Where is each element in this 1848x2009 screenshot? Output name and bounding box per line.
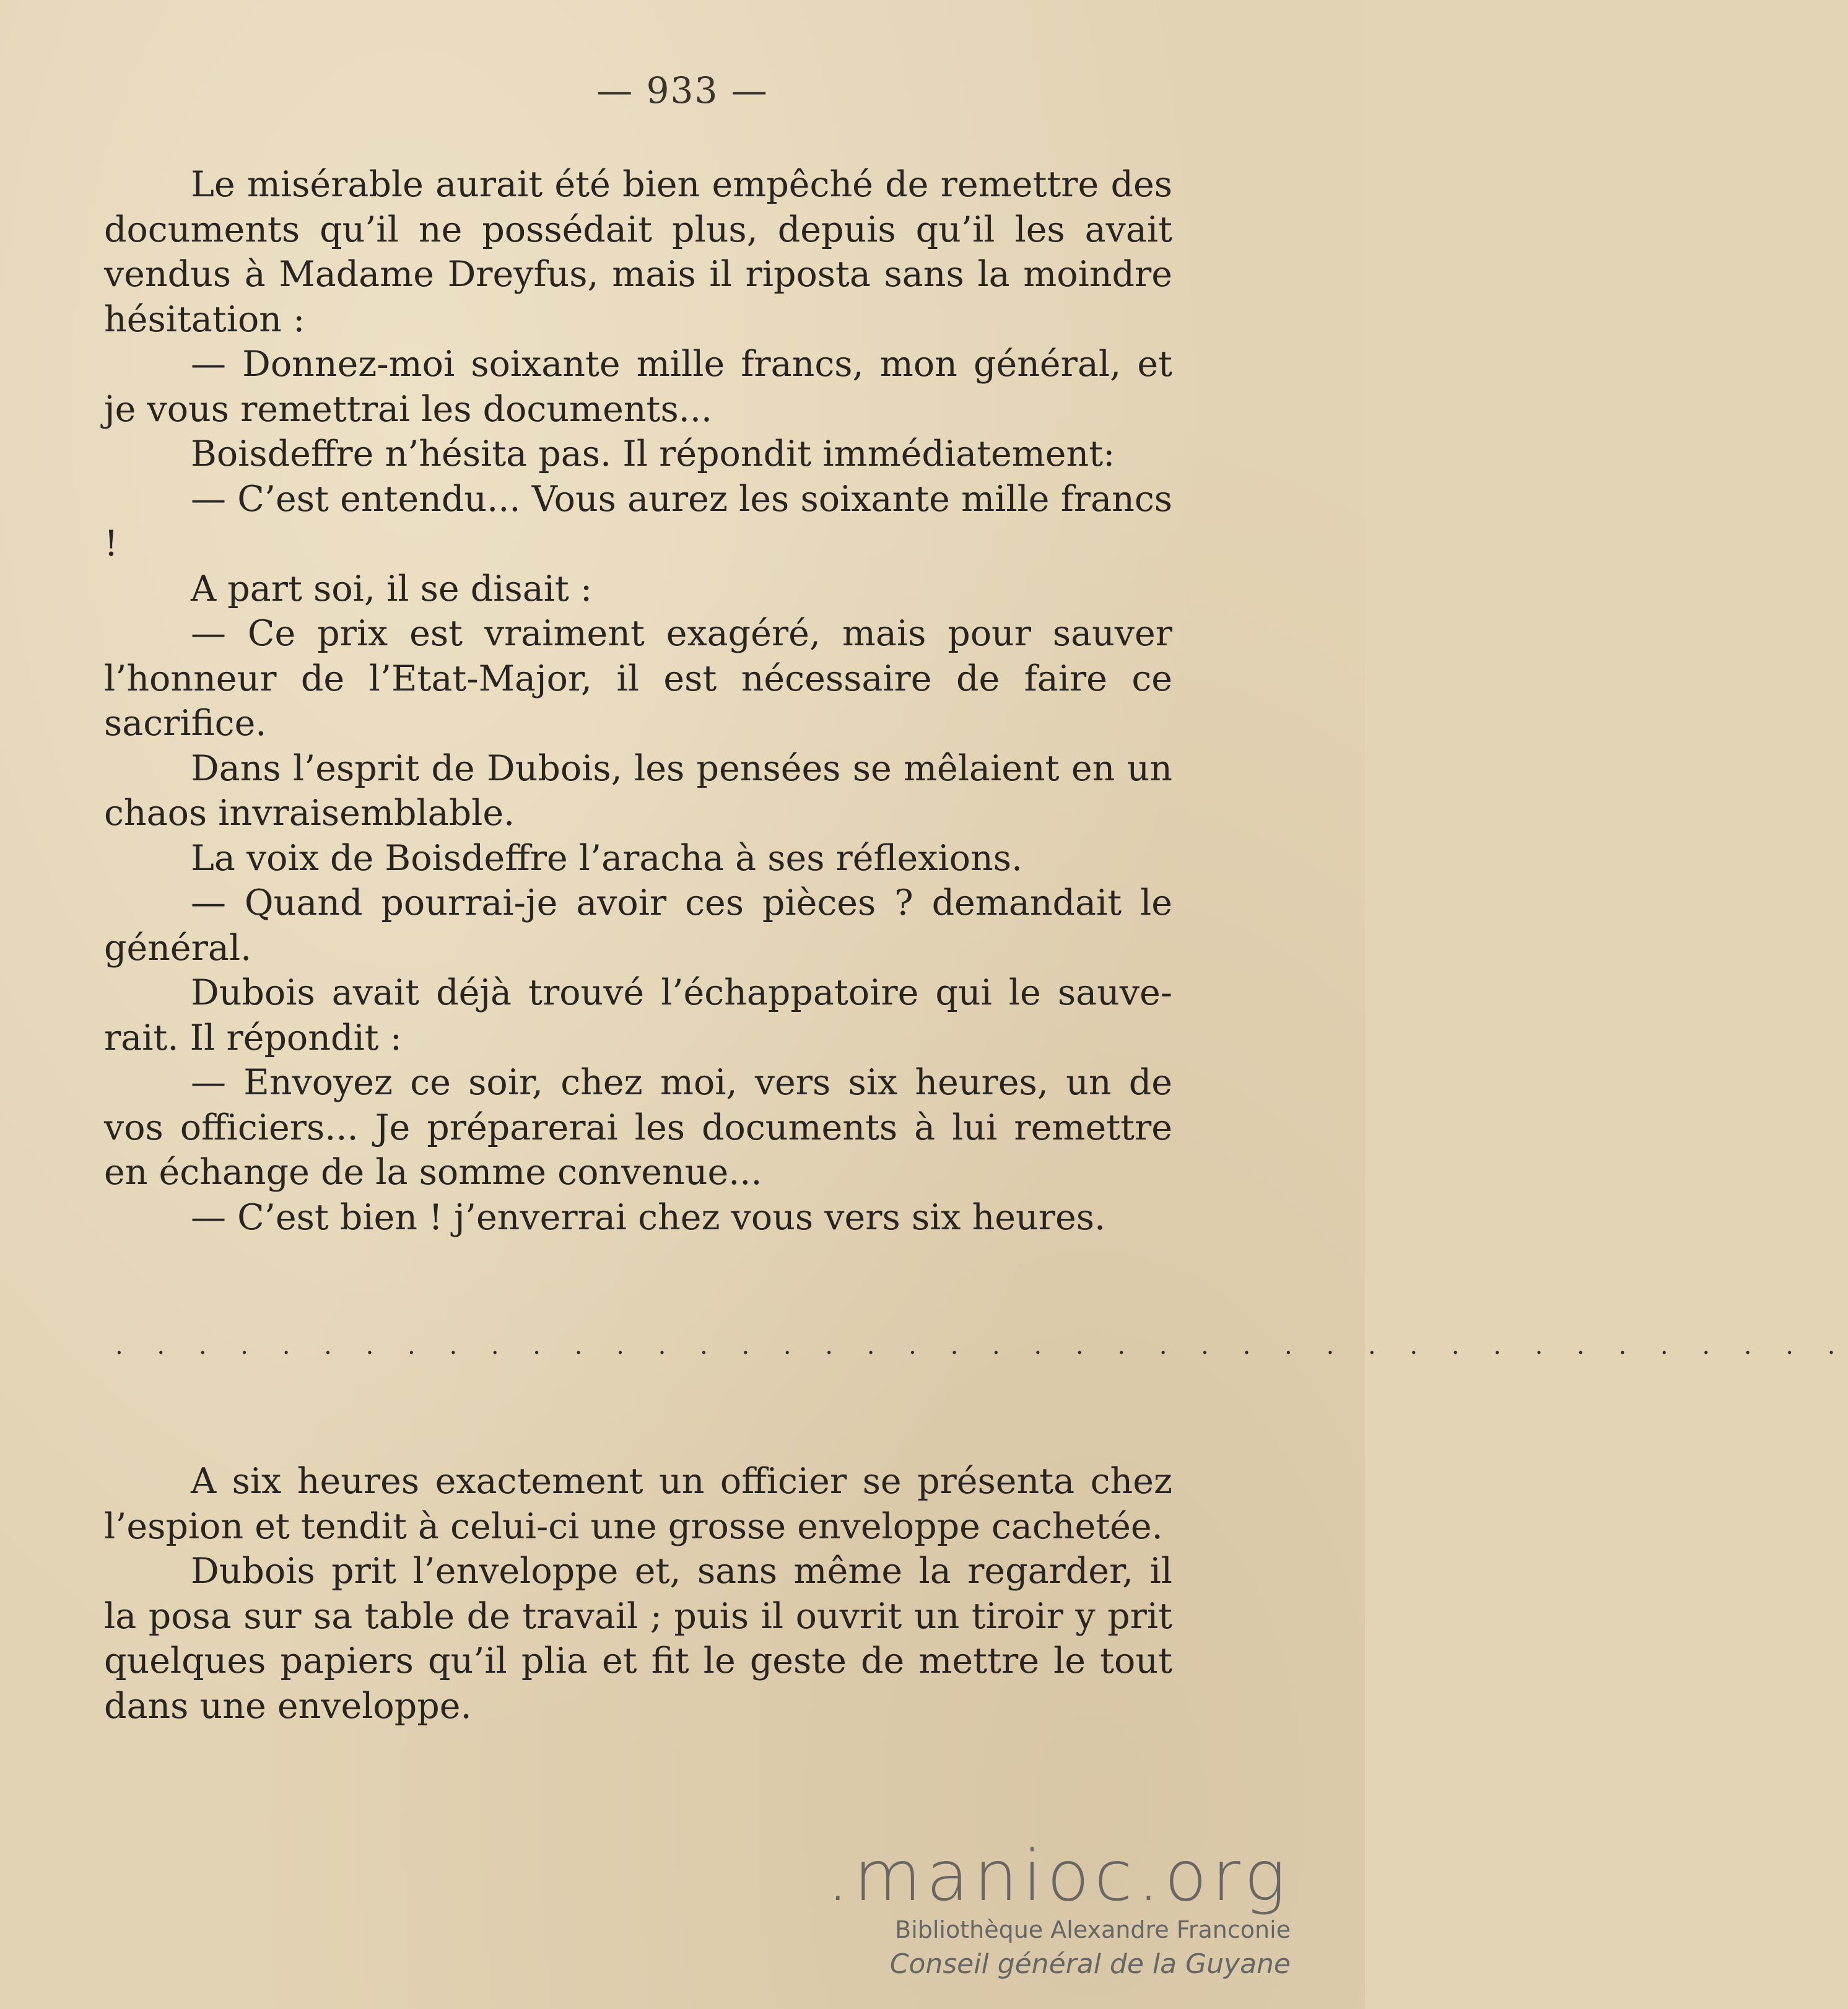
page-number: — 933 — bbox=[596, 69, 769, 111]
paragraph: A part soi, il se disait : bbox=[191, 568, 593, 609]
paragraph: — C’est entendu... Vous aurez les soixante mille francs ! bbox=[104, 478, 1172, 564]
paragraph: Boisdeffre n’hésita pas. Il répondit immédiatement: bbox=[191, 434, 1115, 474]
paragraph: Dans l’esprit de Dubois, les pensées se mêlaient en un chaos invraisemblable. bbox=[104, 747, 1172, 834]
paragraph: — C’est bien ! j’enverrai chez vous vers six heures. bbox=[191, 1196, 1106, 1238]
paragraph: — Ce prix est vraiment exagéré, mais pour sauver l’honneur de l’Etat-Major, il est nécessaire de faire ce sacrifice. bbox=[104, 613, 1172, 744]
watermark-logo: .manioc.org bbox=[827, 1836, 1291, 1917]
paragraph: A six heures exactement un officier se présenta chez l’espion et tendit à celui-ci une grosse enveloppe cachetée. bbox=[104, 1461, 1172, 1547]
text-block-upper bbox=[104, 162, 1172, 1240]
watermark-library: Bibliothèque Alexandre Franconie bbox=[895, 1916, 1291, 1943]
paragraph: Dubois prit l’enveloppe et, sans même la regarder, il la posa sur sa table de travail ; puis il ouvrit un tiroir y prit quelques papiers qu’il plia et fit le geste de mettre le tout dans une enveloppe. bbox=[104, 1551, 1172, 1727]
paragraph: Le misérable aurait été bien empêché de remettre des documents qu’il ne possédait plus, depuis qu’il les avait vendus à Madame Dreyfus, mais il riposta sans la moindre hésitation : bbox=[104, 164, 1172, 340]
paragraph: — Donnez-moi soixante mille francs, mon général, et je vous remettrai les documents... bbox=[104, 344, 1172, 430]
watermark-council: Conseil général de la Guyane bbox=[889, 1948, 1291, 1980]
paragraph: Dubois avait déjà trouvé l’échappatoire qui le sauverait. Il répondit : bbox=[104, 972, 1172, 1058]
paragraph: — Quand pourrai-je avoir ces pièces ? demandait le général. bbox=[104, 882, 1172, 969]
paragraph: — Envoyez ce soir, chez moi, vers six heures, un de vos officiers... Je préparerai les documents à lui remettre en échange de la somme convenue... bbox=[104, 1062, 1172, 1193]
watermark bbox=[820, 1836, 1291, 1983]
paragraph: La voix de Boisdeffre l’aracha à ses réflexions. bbox=[191, 837, 1023, 879]
text-block-lower bbox=[104, 1459, 1172, 1728]
dotted-separator: . . . . . . . . . . . . . . . . . . . . . . . . . . . . . . . . . . . . . . . . . . bbox=[115, 1331, 1848, 1360]
